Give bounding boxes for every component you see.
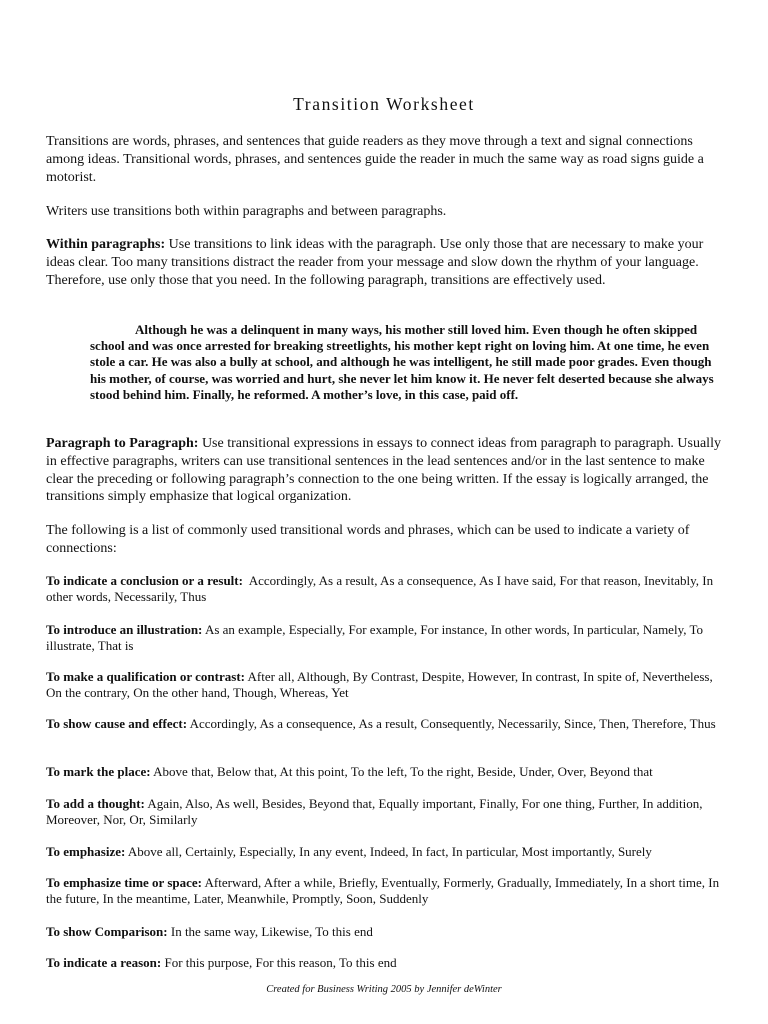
list-item-words: Accordingly, As a result, As a consequence, As I have said, For that reason, Inevitably, In other words, Necessarily, Thus [46, 573, 714, 604]
list-item-term: To mark the place: [46, 764, 151, 779]
list-item [46, 955, 726, 971]
within-paragraphs-section [46, 236, 726, 289]
list-item-words: After all, Although, By Contrast, Despite, However, In contrast, In spite of, Nevertheless, On the contrary, On the other hand, Though, Whereas, Yet [46, 669, 713, 700]
example-text: Although he was a delinquent in many ways, his mother still loved him. Even though he often skipped school and was once arrested for breaking streetlights, his mother kept right on loving him. At one time, he even stole a car. He was also a bully at school, and although he was intelligent, he still made poor grades. Even though his mother, of course, was worried and hurt, she never let him know it. He never felt deserted because she always stood behind him. Finally, he reformed. A mother’s love, in this case, paid off. [90, 322, 714, 402]
list-item-term: To add a thought: [46, 796, 145, 811]
list-item-words: Above that, Below that, At this point, To the left, To the right, Beside, Under, Over, Beyond that [153, 764, 653, 779]
within-heading: Within paragraphs: [46, 237, 166, 252]
list-item-term: To make a qualification or contrast: [46, 669, 245, 684]
list-item-words: In the same way, Likewise, To this end [170, 924, 373, 939]
list-item-term: To emphasize time or space: [46, 875, 202, 890]
list-item [46, 764, 726, 780]
list-item [46, 844, 726, 860]
list-item [46, 573, 726, 605]
page-title: Transition Worksheet [293, 94, 475, 114]
list-item-term: To introduce an illustration: [46, 622, 203, 637]
list-item-term: To indicate a reason: [46, 955, 162, 970]
list-item [46, 924, 726, 940]
list-item-term: To emphasize: [46, 844, 126, 859]
usage-paragraph: Writers use transitions both within paragraphs and between paragraphs. [46, 204, 447, 219]
footer-credit: Created for Business Writing 2005 by Jennifer deWinter [266, 984, 502, 995]
list-item [46, 796, 726, 828]
list-item [46, 622, 726, 654]
list-item-words: Again, Also, As well, Besides, Beyond that, Equally important, Finally, For one thing, Further, In addition, Moreover, Nor, Or, Similarly [46, 796, 703, 827]
within-text: Use transitions to link ideas with the paragraph. Use only those that are necessary to make your ideas clear. Too many transitions distract the reader from your message and slow down the rhythm of your language. Therefore, use only those that you need. In the following paragraph, transitions are effectively used. [46, 237, 704, 288]
list-item-words: Accordingly, As a consequence, As a result, Consequently, Necessarily, Since, Then, Therefore, Thus [189, 716, 716, 731]
list-item-words: Afterward, After a while, Briefly, Eventually, Formerly, Gradually, Immediately, In a short time, In the future, In the meantime, Later, Meanwhile, Promptly, Soon, Suddenly [46, 875, 720, 906]
example-paragraph [90, 322, 726, 403]
list-item [46, 669, 726, 701]
list-item-term: To indicate a conclusion or a result: [46, 573, 243, 588]
list-item-words: As an example, Especially, For example, For instance, In other words, In particular, Namely, To illustrate, That is [46, 622, 704, 653]
list-item-term: To show cause and effect: [46, 716, 188, 731]
list-item-words: Above all, Certainly, Especially, In any event, Indeed, In fact, In particular, Most importantly, Surely [127, 844, 652, 859]
between-heading: Paragraph to Paragraph: [46, 436, 199, 451]
list-item-words: For this purpose, For this reason, To this end [164, 955, 397, 970]
list-item-term: To show Comparison: [46, 924, 168, 939]
paragraph-to-paragraph-section [46, 435, 726, 506]
list-item [46, 875, 726, 907]
list-intro-paragraph: The following is a list of commonly used transitional words and phrases, which can be used to indicate a variety of connections: [46, 523, 690, 556]
list-item [46, 716, 726, 732]
between-text: Use transitional expressions in essays to connect ideas from paragraph to paragraph. Usually in effective paragraphs, writers can use transitional sentences in the lead sentences and/or in the last sentence to make clear the preceding or following paragraph’s connection to the one being written. If the essay is logically arranged, the transitions simply emphasize that logical organization. [46, 436, 721, 505]
intro-paragraph: Transitions are words, phrases, and sentences that guide readers as they move through a text and signal connections among ideas. Transitional words, phrases, and sentences guide the reader in much the same way as road signs guide a motorist. [46, 134, 704, 185]
